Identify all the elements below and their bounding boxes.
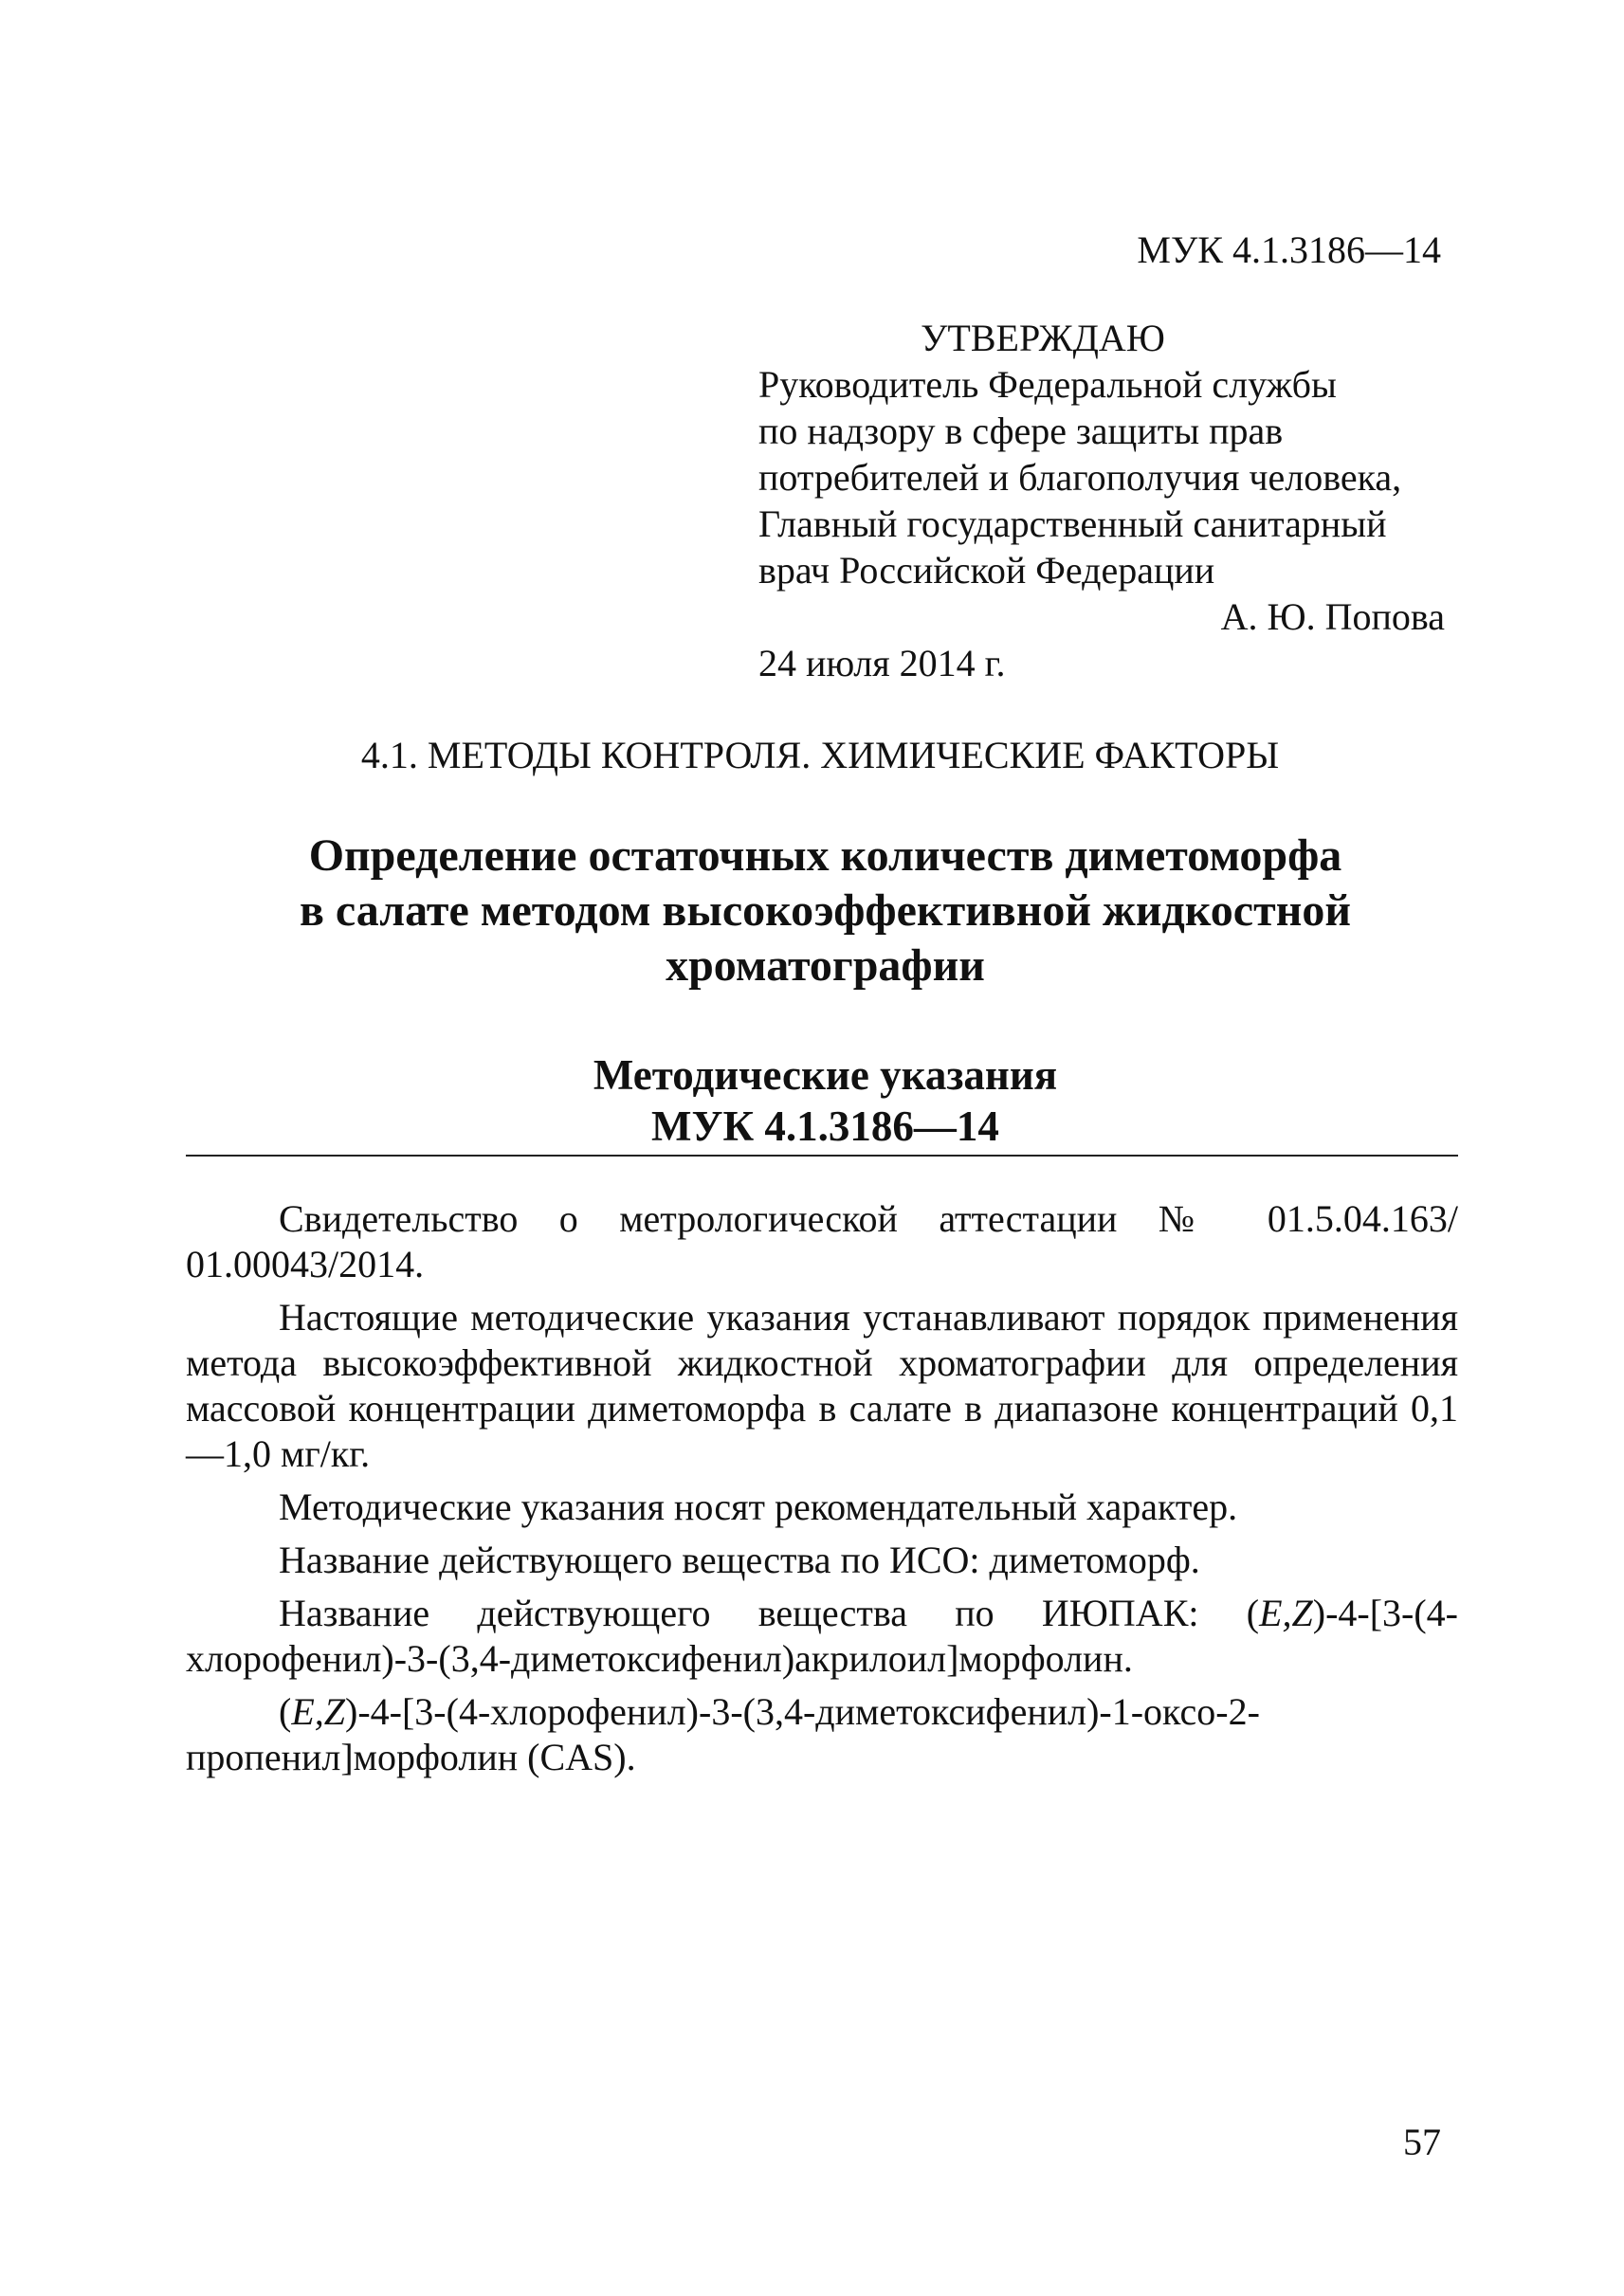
page-number: 57 [1403, 2121, 1441, 2163]
cas-name-paragraph: (E,Z)-4-[3-(4-хлорофенил)-3-(3,4-диметоксифенил)-1-оксо-2-пропенил]морфолин (CAS). [186, 1690, 1260, 1778]
subtitle-type: Методические указания [593, 1051, 1058, 1099]
approval-line: потребителей и благополучия человека, [758, 456, 1402, 499]
approval-line: Руководитель Федеральной службы [758, 363, 1337, 406]
body-text [186, 1196, 1458, 1788]
approval-heading: УТВЕРЖДАЮ [921, 317, 1165, 359]
document-subtitle [0, 1049, 1624, 1152]
subtitle-code: МУК 4.1.3186—14 [651, 1102, 999, 1150]
approval-date: 24 июля 2014 г. [758, 642, 1006, 684]
title-line: Определение остаточных количеств диметоморфа [308, 830, 1342, 881]
iupac-label: Название действующего вещества по ИЮПАК: [279, 1592, 1247, 1634]
title-line: в салате методом высокоэффективной жидкостной [299, 885, 1351, 936]
approval-line: врач Российской Федерации [758, 549, 1215, 592]
iupac-name: -4-[3-(4-хлорофенил)-3-(3,4-диметоксифенил)акрилоил]морфолин. [186, 1592, 1458, 1680]
approval-signer: А. Ю. Попова [1220, 595, 1445, 638]
scope-paragraph: Настоящие методические указания устанавливают порядок применения метода высокоэффективной жидкостной хроматографии для определения массовой концентрации диметоморфа в салате в диапазоне концентраций 0,1—1,0 мг/кг. [186, 1296, 1458, 1475]
section-heading: 4.1. МЕТОДЫ КОНТРОЛЯ. ХИМИЧЕСКИЕ ФАКТОРЫ [360, 734, 1280, 776]
horizontal-rule [186, 1155, 1458, 1157]
document-code: МУК 4.1.3186—14 [1137, 228, 1441, 271]
cas-name: -4-[3-(4-хлорофенил)-3-(3,4-диметоксифенил)-1-оксо-2-пропенил]морфолин (CAS). [186, 1690, 1260, 1778]
iso-name-paragraph: Название действующего вещества по ИСО: диметоморф. [279, 1539, 1200, 1581]
document-title [0, 829, 1624, 993]
title-line: хроматографии [666, 940, 985, 991]
approval-block [758, 315, 1451, 686]
recommendation-paragraph: Методические указания носят рекомендательный характер. [279, 1485, 1238, 1528]
iupac-name-paragraph: Название действующего вещества по ИЮПАК: (E,Z)-4-[3-(4-хлорофенил)-3-(3,4-диметоксифенил)акрилоил]морфолин. [186, 1592, 1458, 1680]
iupac-stereo: E,Z [1259, 1592, 1313, 1634]
approval-line: Главный государственный санитарный [758, 502, 1387, 545]
cas-stereo: E,Z [291, 1690, 346, 1733]
certificate-paragraph: Свидетельство о метрологической аттестации № 01.5.04.163/ 01.00043/2014. [186, 1197, 1458, 1285]
approval-line: по надзору в сфере защиты прав [758, 410, 1284, 452]
